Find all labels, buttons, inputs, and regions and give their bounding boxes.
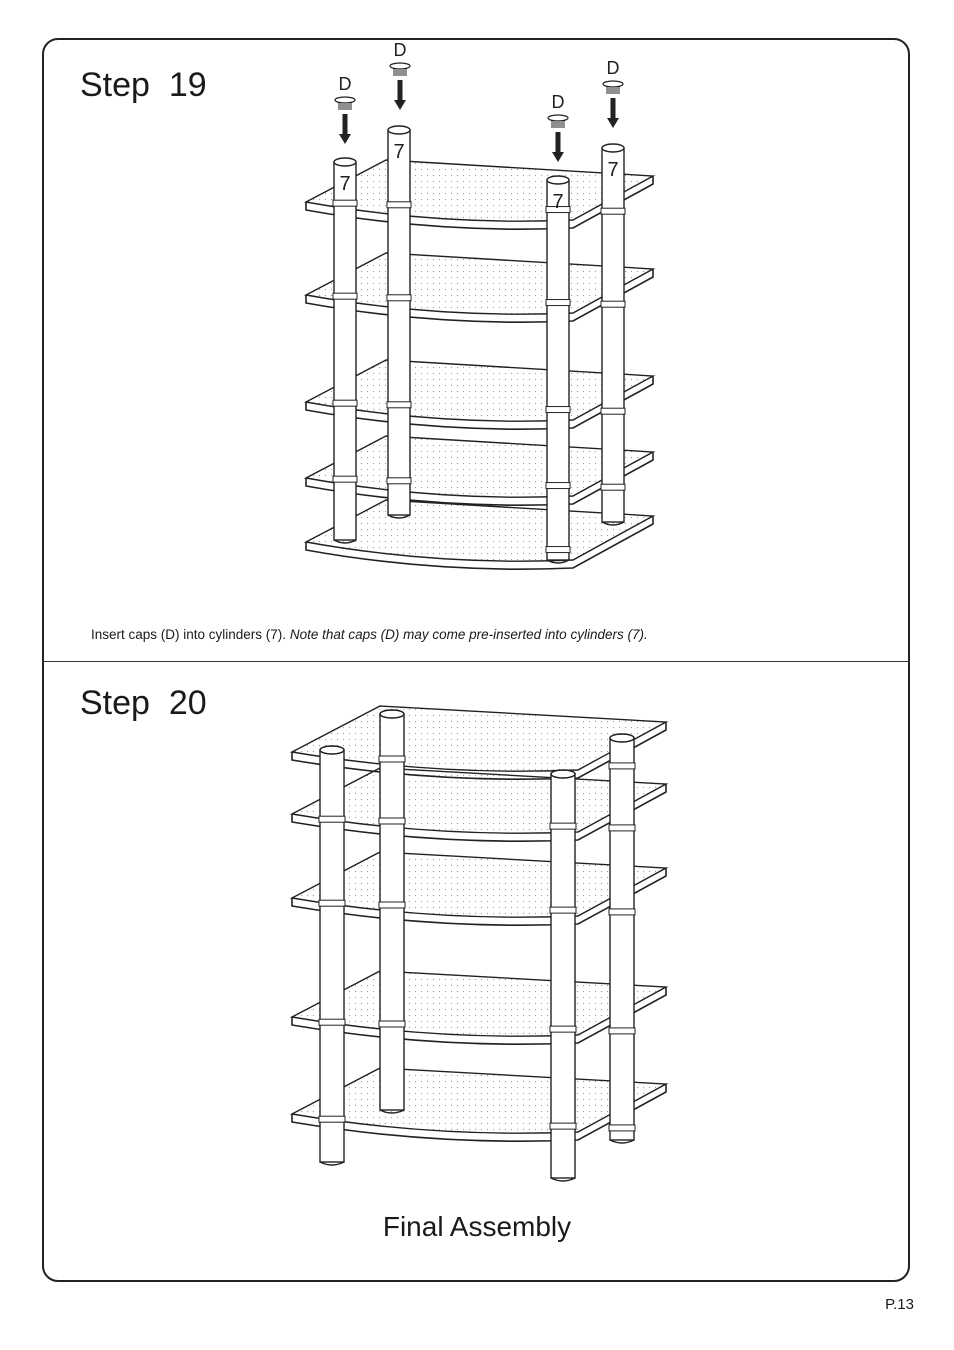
page-number: P.13 [885, 1296, 914, 1313]
post-ring [319, 900, 345, 906]
post-ring [550, 1026, 576, 1032]
post-ring [319, 816, 345, 822]
post-ring [379, 902, 405, 908]
post-body [320, 750, 344, 1162]
cylinder-post [610, 734, 634, 1143]
cylinder-post [380, 710, 404, 1113]
cylinder-label: 7 [607, 159, 619, 181]
cap-label: D [551, 92, 565, 112]
step-19-title: Step 19 [80, 66, 207, 104]
cylinder-post [551, 770, 575, 1181]
post-ring [550, 823, 576, 829]
post-body [380, 714, 404, 1110]
cap-label: D [606, 58, 620, 78]
cylinder-label: 7 [552, 191, 564, 213]
cap-label: D [393, 40, 407, 60]
cylinder-label: 7 [393, 141, 405, 163]
post-ring [550, 1123, 576, 1129]
post-ring [609, 825, 635, 831]
post-ring [379, 818, 405, 824]
post-ring [609, 763, 635, 769]
instruction-text: Insert caps (D) into cylinders (7). [91, 627, 287, 642]
cylinder-post [320, 746, 344, 1165]
post-ring [609, 909, 635, 915]
final-assembly-caption: Final Assembly [382, 1211, 572, 1242]
post-ring [319, 1116, 345, 1122]
post-ring [609, 1125, 635, 1131]
post-ring [609, 1028, 635, 1034]
post-ring [319, 1019, 345, 1025]
instruction-note: Note that caps (D) may come pre-inserted into cylinders (7). [289, 627, 648, 642]
post-ring [379, 1021, 405, 1027]
post-ring [379, 756, 405, 762]
post-body [610, 738, 634, 1140]
step-20-title: Step 20 [80, 684, 207, 722]
post-ring [550, 907, 576, 913]
cap-label: D [338, 74, 352, 94]
post-body [551, 774, 575, 1178]
cylinder-label: 7 [339, 173, 351, 195]
